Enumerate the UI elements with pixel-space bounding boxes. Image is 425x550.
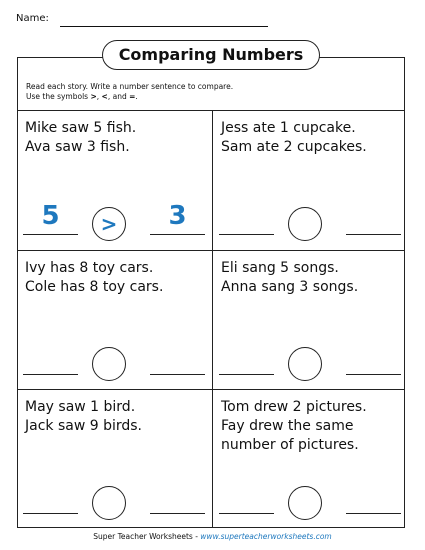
symbol-circle[interactable] xyxy=(288,486,322,520)
instructions xyxy=(26,82,233,102)
answer-right-line[interactable] xyxy=(150,234,205,235)
answer-right-line[interactable] xyxy=(346,374,401,375)
problem-cell-3 xyxy=(17,251,212,390)
answer-right-value: 3 xyxy=(168,201,187,231)
story-text: Tom drew 2 pictures. Fay drew the same number of pictures. xyxy=(221,399,367,453)
name-label: Name: xyxy=(16,13,49,24)
footer-text: Super Teacher Worksheets - xyxy=(93,532,201,541)
answer-left-line[interactable] xyxy=(23,234,78,235)
answer-left-line[interactable] xyxy=(219,234,274,235)
answer-left-line[interactable] xyxy=(23,374,78,375)
answer-right-line[interactable] xyxy=(150,374,205,375)
story-text: May saw 1 bird. Jack saw 9 birds. xyxy=(25,399,143,434)
answer-left-line[interactable] xyxy=(219,374,274,375)
instructions-line-2: Use the symbols >, <, and =. xyxy=(26,92,138,101)
name-line[interactable] xyxy=(60,26,268,27)
footer-link[interactable]: www.superteacherworksheets.com xyxy=(200,532,332,541)
page-title: Comparing Numbers xyxy=(102,40,320,70)
symbol-circle[interactable] xyxy=(92,486,126,520)
problem-cell-5 xyxy=(17,390,212,529)
answer-left-line[interactable] xyxy=(23,513,78,514)
story-text: Mike saw 5 fish. Ava saw 3 fish. xyxy=(25,120,137,155)
problem-cell-2 xyxy=(213,111,408,250)
footer xyxy=(0,532,425,541)
answer-symbol: > xyxy=(100,212,118,236)
answer-right-line[interactable] xyxy=(150,513,205,514)
answer-right-line[interactable] xyxy=(346,513,401,514)
symbol-circle[interactable] xyxy=(288,347,322,381)
answer-left-value: 5 xyxy=(41,201,60,231)
story-text: Jess ate 1 cupcake. Sam ate 2 cupcakes. xyxy=(221,120,367,155)
problem-cell-6 xyxy=(213,390,408,529)
story-text: Ivy has 8 toy cars. Cole has 8 toy cars. xyxy=(25,260,164,295)
symbol-less: < xyxy=(101,92,108,101)
symbol-equal: = xyxy=(129,92,136,101)
symbol-circle[interactable] xyxy=(92,347,126,381)
answer-right-line[interactable] xyxy=(346,234,401,235)
symbol-greater: > xyxy=(90,92,97,101)
answer-left-line[interactable] xyxy=(219,513,274,514)
instructions-line-1: Read each story. Write a number sentence to compare. xyxy=(26,82,234,91)
problem-cell-1 xyxy=(17,111,212,250)
symbol-circle[interactable] xyxy=(288,207,322,241)
problem-cell-4 xyxy=(213,251,408,390)
story-text: Eli sang 5 songs. Anna sang 3 songs. xyxy=(221,260,359,295)
